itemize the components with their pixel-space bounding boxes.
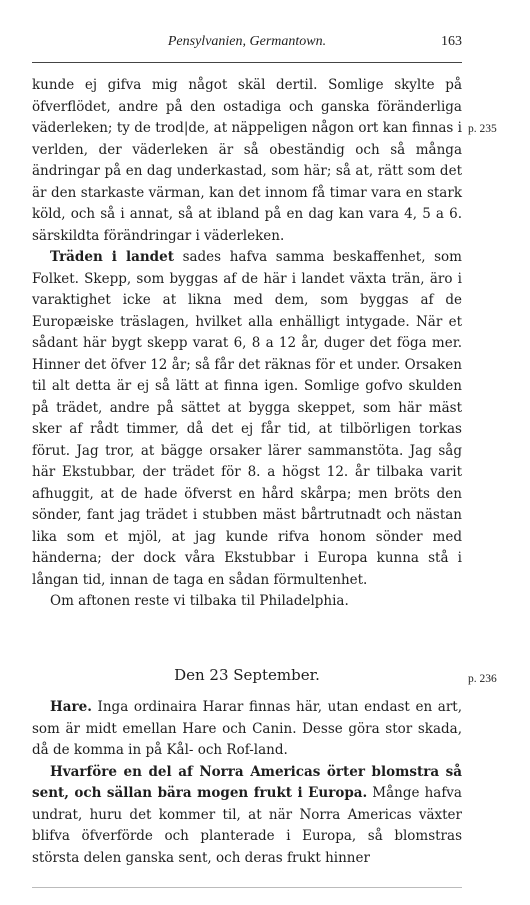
running-header [32, 34, 462, 54]
paragraph-hare [32, 697, 462, 762]
paragraph-trees [32, 247, 462, 591]
running-title: Pensylvanien, Germantown. [167, 34, 327, 49]
paragraph-body: sades hafva samma beskaffenhet, som Folket. Skepp, som byggas af de här i landet växta trän, äro i varaktighet icke at likna med dem, som byggas af de Europæiske träslagen, hvilket alla enhälligt intygade. När et sådant här bygt skepp varat 6, 8 a 12 år, duger det föga mer. Hinner det öfver 12 år; så får det räknas för et under. Orsaken til alt detta är ej så lätt at finna igen. Somlige gofvo skulden på trädet, andre på sättet at bygga skeppet, som här mäst sker af rådt timmer, då det ej får tid, at tilbörligen torkas förut. Jag tror, at bägge orsaker lärer sammanstöta. Jag såg här Ekstubbar, der trädet för 8. a högst 12. år tilbaka varit afhuggit, at de hade öfverst en hård skårpa; men bröts den sönder, fant jag trädet i stubben mäst bårtrutnadt och nästan lika som et mjöl, at jag kunde rifva honom sönder med händerna; der dock våra Ekstubbar i Europa kunna stå i långan tid, innan de taga en sådan förmultenhet. [32, 249, 462, 588]
header-rule [32, 62, 462, 63]
paragraph-heading: Hare. [50, 699, 92, 715]
dateline: Den 23 September. [174, 666, 320, 684]
margin-page-ref-235: p. 235 [468, 123, 497, 135]
paragraph-body: Inga ordinaira Harar finnas här, utan endast en art, som är midt emellan Hare och Canin. Desse göra stor skada, då de komma in på Kål- och Rof-land. [32, 699, 462, 758]
paragraph-heading: Träden i landet [50, 249, 174, 265]
page-number: 163 [441, 34, 462, 49]
bottom-rule [32, 887, 462, 888]
paragraph-body: Månge hafva undrat, huru det kommer til, at när Norra Americas växter blifva öfverförde och planterade i Europa, så blomstras största delen ganska sent, och deras frukt hinner [32, 785, 462, 866]
margin-page-ref-236: p. 236 [468, 673, 497, 685]
paragraph-evening: Om aftonen reste vi tilbaka til Philadelphia. [50, 593, 349, 609]
text-block-top [32, 75, 462, 613]
paragraph-american-plants [32, 762, 462, 870]
text-block-bottom [32, 697, 462, 869]
paragraph-heading: Hvarföre en del af Norra Americas örter blomstra så sent, och sällan bära mogen frukt i Europa. [32, 763, 462, 801]
paragraph-weather: kunde ej gifva mig något skäl dertil. Somlige skylte på öfverflödet, andre på den ostadiga och ganska föränderliga väderleken; ty de trod|de, at näppeligen någon ort kan finnas i verlden, der väderleken är så obeständig och så många ändringar på en dag underkastad, som här; så at, rätt som det är den starkaste värman, kan det innom få timar vara en stark köld, och så i annat, så at ibland på en dag kan vara 4, 5 a 6. särskildta förändringar i väderleken. [32, 77, 462, 244]
